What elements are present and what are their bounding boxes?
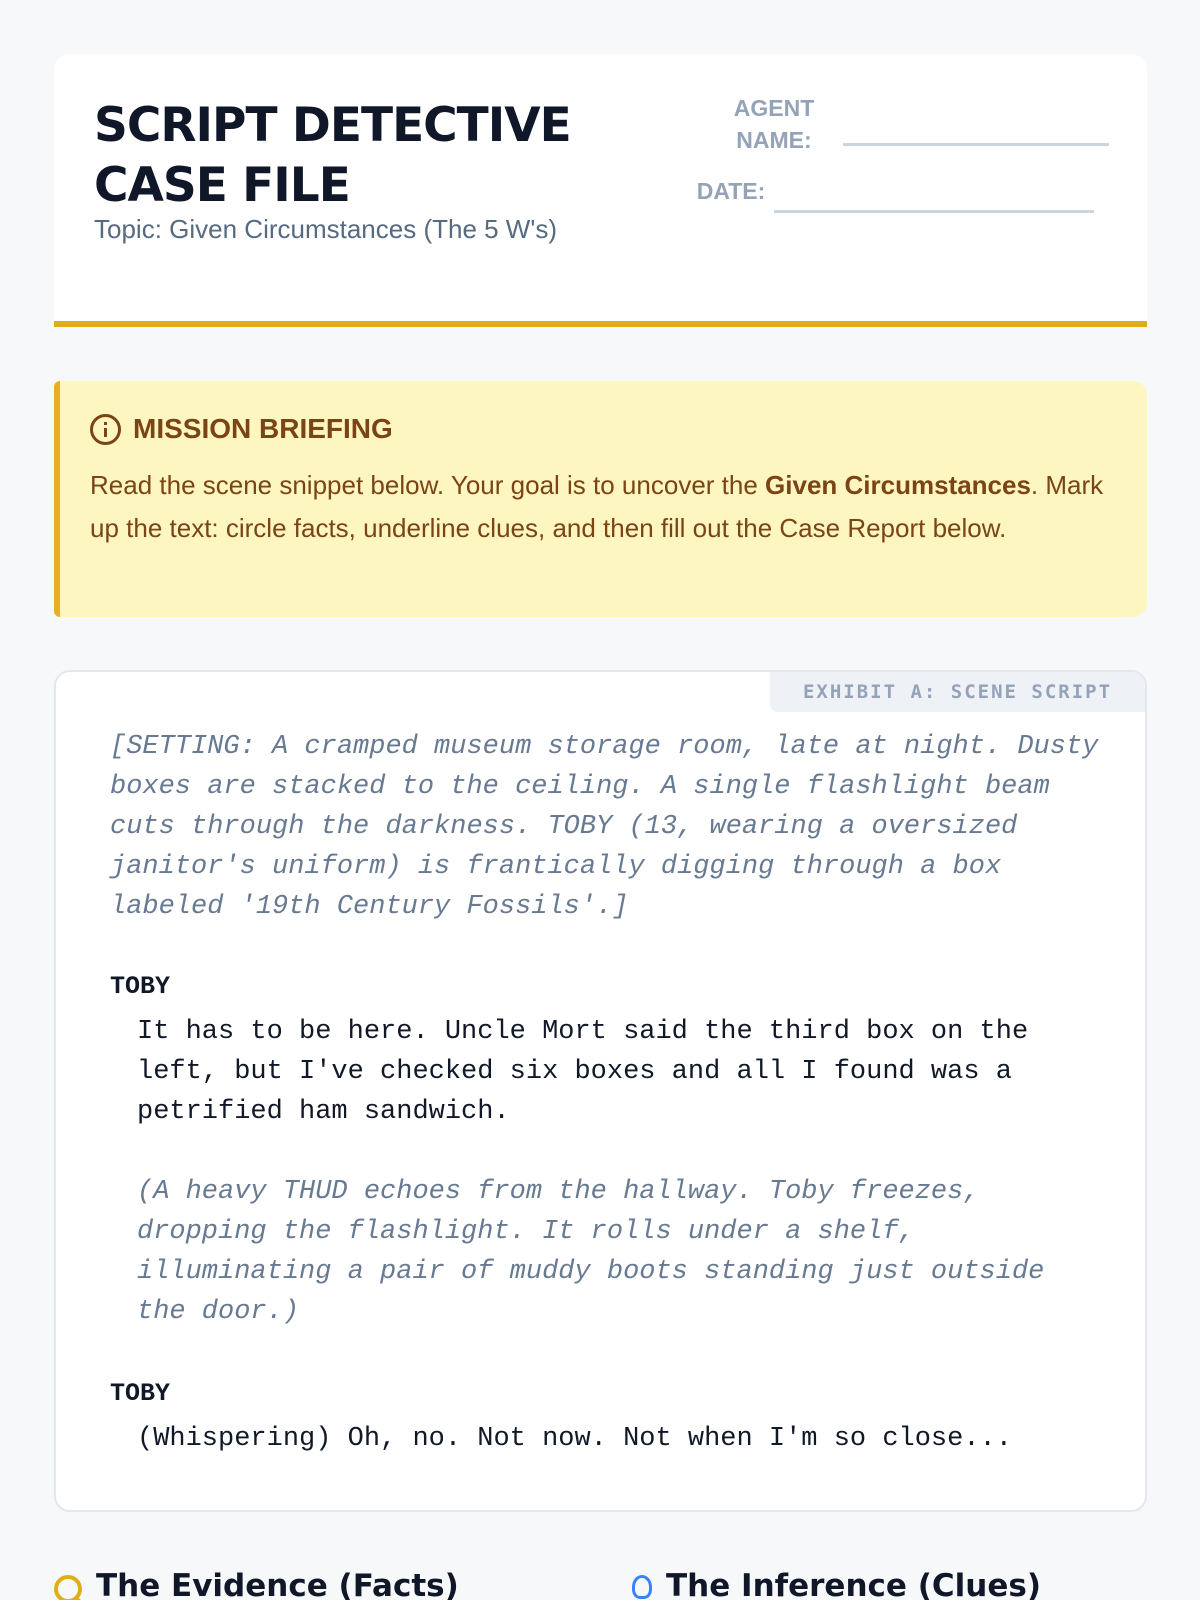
exhibit-label: EXHIBIT A: SCENE SCRIPT: [770, 672, 1145, 712]
briefing-title: MISSION BRIEFING: [133, 413, 393, 444]
briefing-text-end: . Mark up the text: circle facts, underline clues, and then fill out the Case Report below.: [90, 470, 1104, 543]
inference-title: The Inference (Clues): [666, 1568, 1041, 1600]
magnifying-glass-icon: [54, 1575, 82, 1600]
topic-subtitle: Topic: Given Circumstances (The 5 W's): [94, 214, 557, 244]
agent-label-line-1: AGENT: [733, 95, 815, 121]
dialogue-line: (Whispering) Oh, no. Not now. Not when I'm so close...: [137, 1424, 1012, 1454]
agent-label-line-2: NAME:: [736, 127, 812, 153]
title-line-2: CASE FILE: [94, 158, 350, 213]
character-name: TOBY: [110, 972, 171, 1001]
title-line-1: SCRIPT DETECTIVE: [94, 98, 571, 153]
lightbulb-icon: [632, 1575, 652, 1599]
page-title: [94, 96, 614, 216]
dialogue-line: It has to be here. Uncle Mort said the third box on the left, but I've checked six boxes and all I found was a petrified ham sandwich.: [137, 1017, 1029, 1127]
header-card: [54, 54, 1147, 327]
date-field[interactable]: [774, 210, 1094, 213]
evidence-title: The Evidence (Facts): [96, 1568, 459, 1600]
briefing-text-start: Read the scene snippet below. Your goal is to uncover the: [90, 470, 766, 500]
inference-section-header: [632, 1568, 1041, 1600]
briefing-header: [90, 413, 393, 445]
briefing-text-emphasis: Given Circumstances: [765, 470, 1031, 500]
briefing-text: [90, 464, 1130, 550]
stage-direction: (A heavy THUD echoes from the hallway. Toby freezes, dropping the flashlight. It rolls under a shelf, illuminating a pair of muddy boots standing just outside the door.): [137, 1177, 1045, 1327]
evidence-section-header: [54, 1568, 459, 1600]
date-label: DATE:: [696, 178, 766, 204]
mission-briefing: [54, 381, 1147, 617]
agent-name-label: [724, 92, 824, 156]
agent-name-field[interactable]: [843, 143, 1109, 146]
info-icon: [90, 414, 121, 445]
scene-setting: [SETTING: A cramped museum storage room, late at night. Dusty boxes are stacked to the ceiling. A single flashlight beam cuts through the darkness. TOBY (13, wearing a oversized janitor's uniform) is frantically digging through a box labeled '19th Century Fossils'.]: [110, 732, 1099, 922]
scene-script-card: [54, 670, 1147, 1512]
character-name: TOBY: [110, 1379, 171, 1408]
